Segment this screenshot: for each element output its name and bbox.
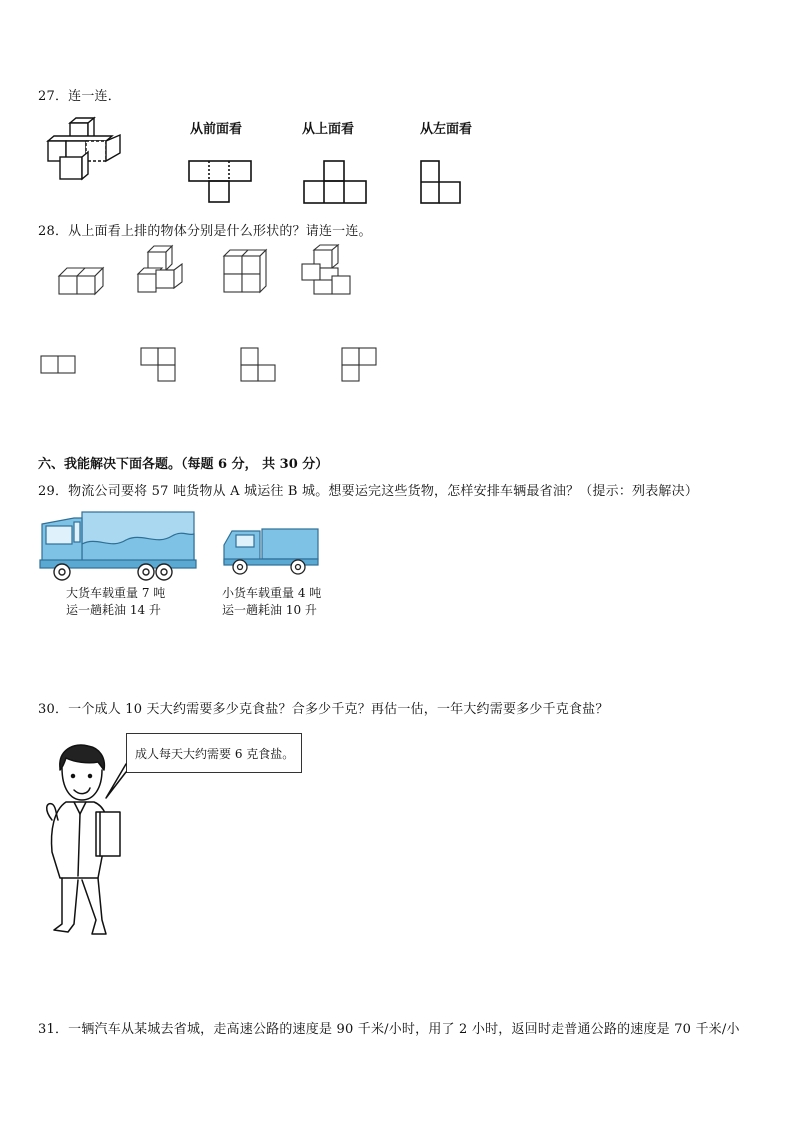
view-label-front: 从前面看 bbox=[190, 122, 243, 137]
big-truck-caption bbox=[66, 585, 165, 619]
q28-shape-d bbox=[341, 347, 381, 385]
q28-object-b bbox=[136, 244, 191, 300]
left-view-shape bbox=[420, 160, 465, 205]
q28-object-d bbox=[300, 244, 355, 300]
q28-shape-b bbox=[140, 347, 180, 385]
q28-object-c bbox=[222, 248, 272, 298]
section-6-title: 六、我能解决下面各题。（每题 6 分， 共 30 分） bbox=[38, 457, 329, 472]
small-truck-caption bbox=[222, 585, 321, 619]
q28-shape-a bbox=[40, 355, 80, 375]
big-truck-image bbox=[38, 510, 198, 585]
view-label-top: 从上面看 bbox=[302, 122, 355, 137]
q30-text: 30．一个成人 10 天大约需要多少克食盐？合多少千克？再估一估，一年大约需要多少千克食盐？ bbox=[38, 702, 609, 717]
view-label-left: 从左面看 bbox=[420, 122, 473, 137]
q29-text: 29．物流公司要将 57 吨货物从 A 城运往 B 城。想要运完这些货物，怎样安排车辆最省油？（提示：列表解决） bbox=[38, 484, 699, 499]
q31-text: 31．一辆汽车从某城去省城，走高速公路的速度是 90 千米/小时，用了 2 小时，返回时走普通公路的速度是 70 千米/小 bbox=[38, 1022, 740, 1037]
q27-cube-figure bbox=[40, 115, 140, 185]
q27-text: 27．连一连． bbox=[38, 89, 121, 104]
man-illustration bbox=[40, 740, 140, 945]
small-truck-capacity: 小货车载重量 4 吨 bbox=[222, 586, 322, 600]
top-view-shape bbox=[303, 160, 368, 205]
q28-object-a bbox=[57, 258, 107, 298]
small-truck-fuel: 运一趟耗油 10 升 bbox=[222, 603, 317, 617]
q28-shape-c bbox=[240, 347, 280, 385]
speech-bubble-text: 成人每天大约需要 6 克食盐。 bbox=[135, 746, 295, 761]
big-truck-fuel: 运一趟耗油 14 升 bbox=[66, 603, 161, 617]
q28-text: 28．从上面看上排的物体分别是什么形状的？请连一连。 bbox=[38, 224, 372, 239]
speech-bubble bbox=[126, 733, 302, 773]
big-truck-capacity: 大货车载重量 7 吨 bbox=[66, 586, 166, 600]
front-view-shape bbox=[188, 160, 253, 205]
small-truck-image bbox=[222, 525, 322, 580]
